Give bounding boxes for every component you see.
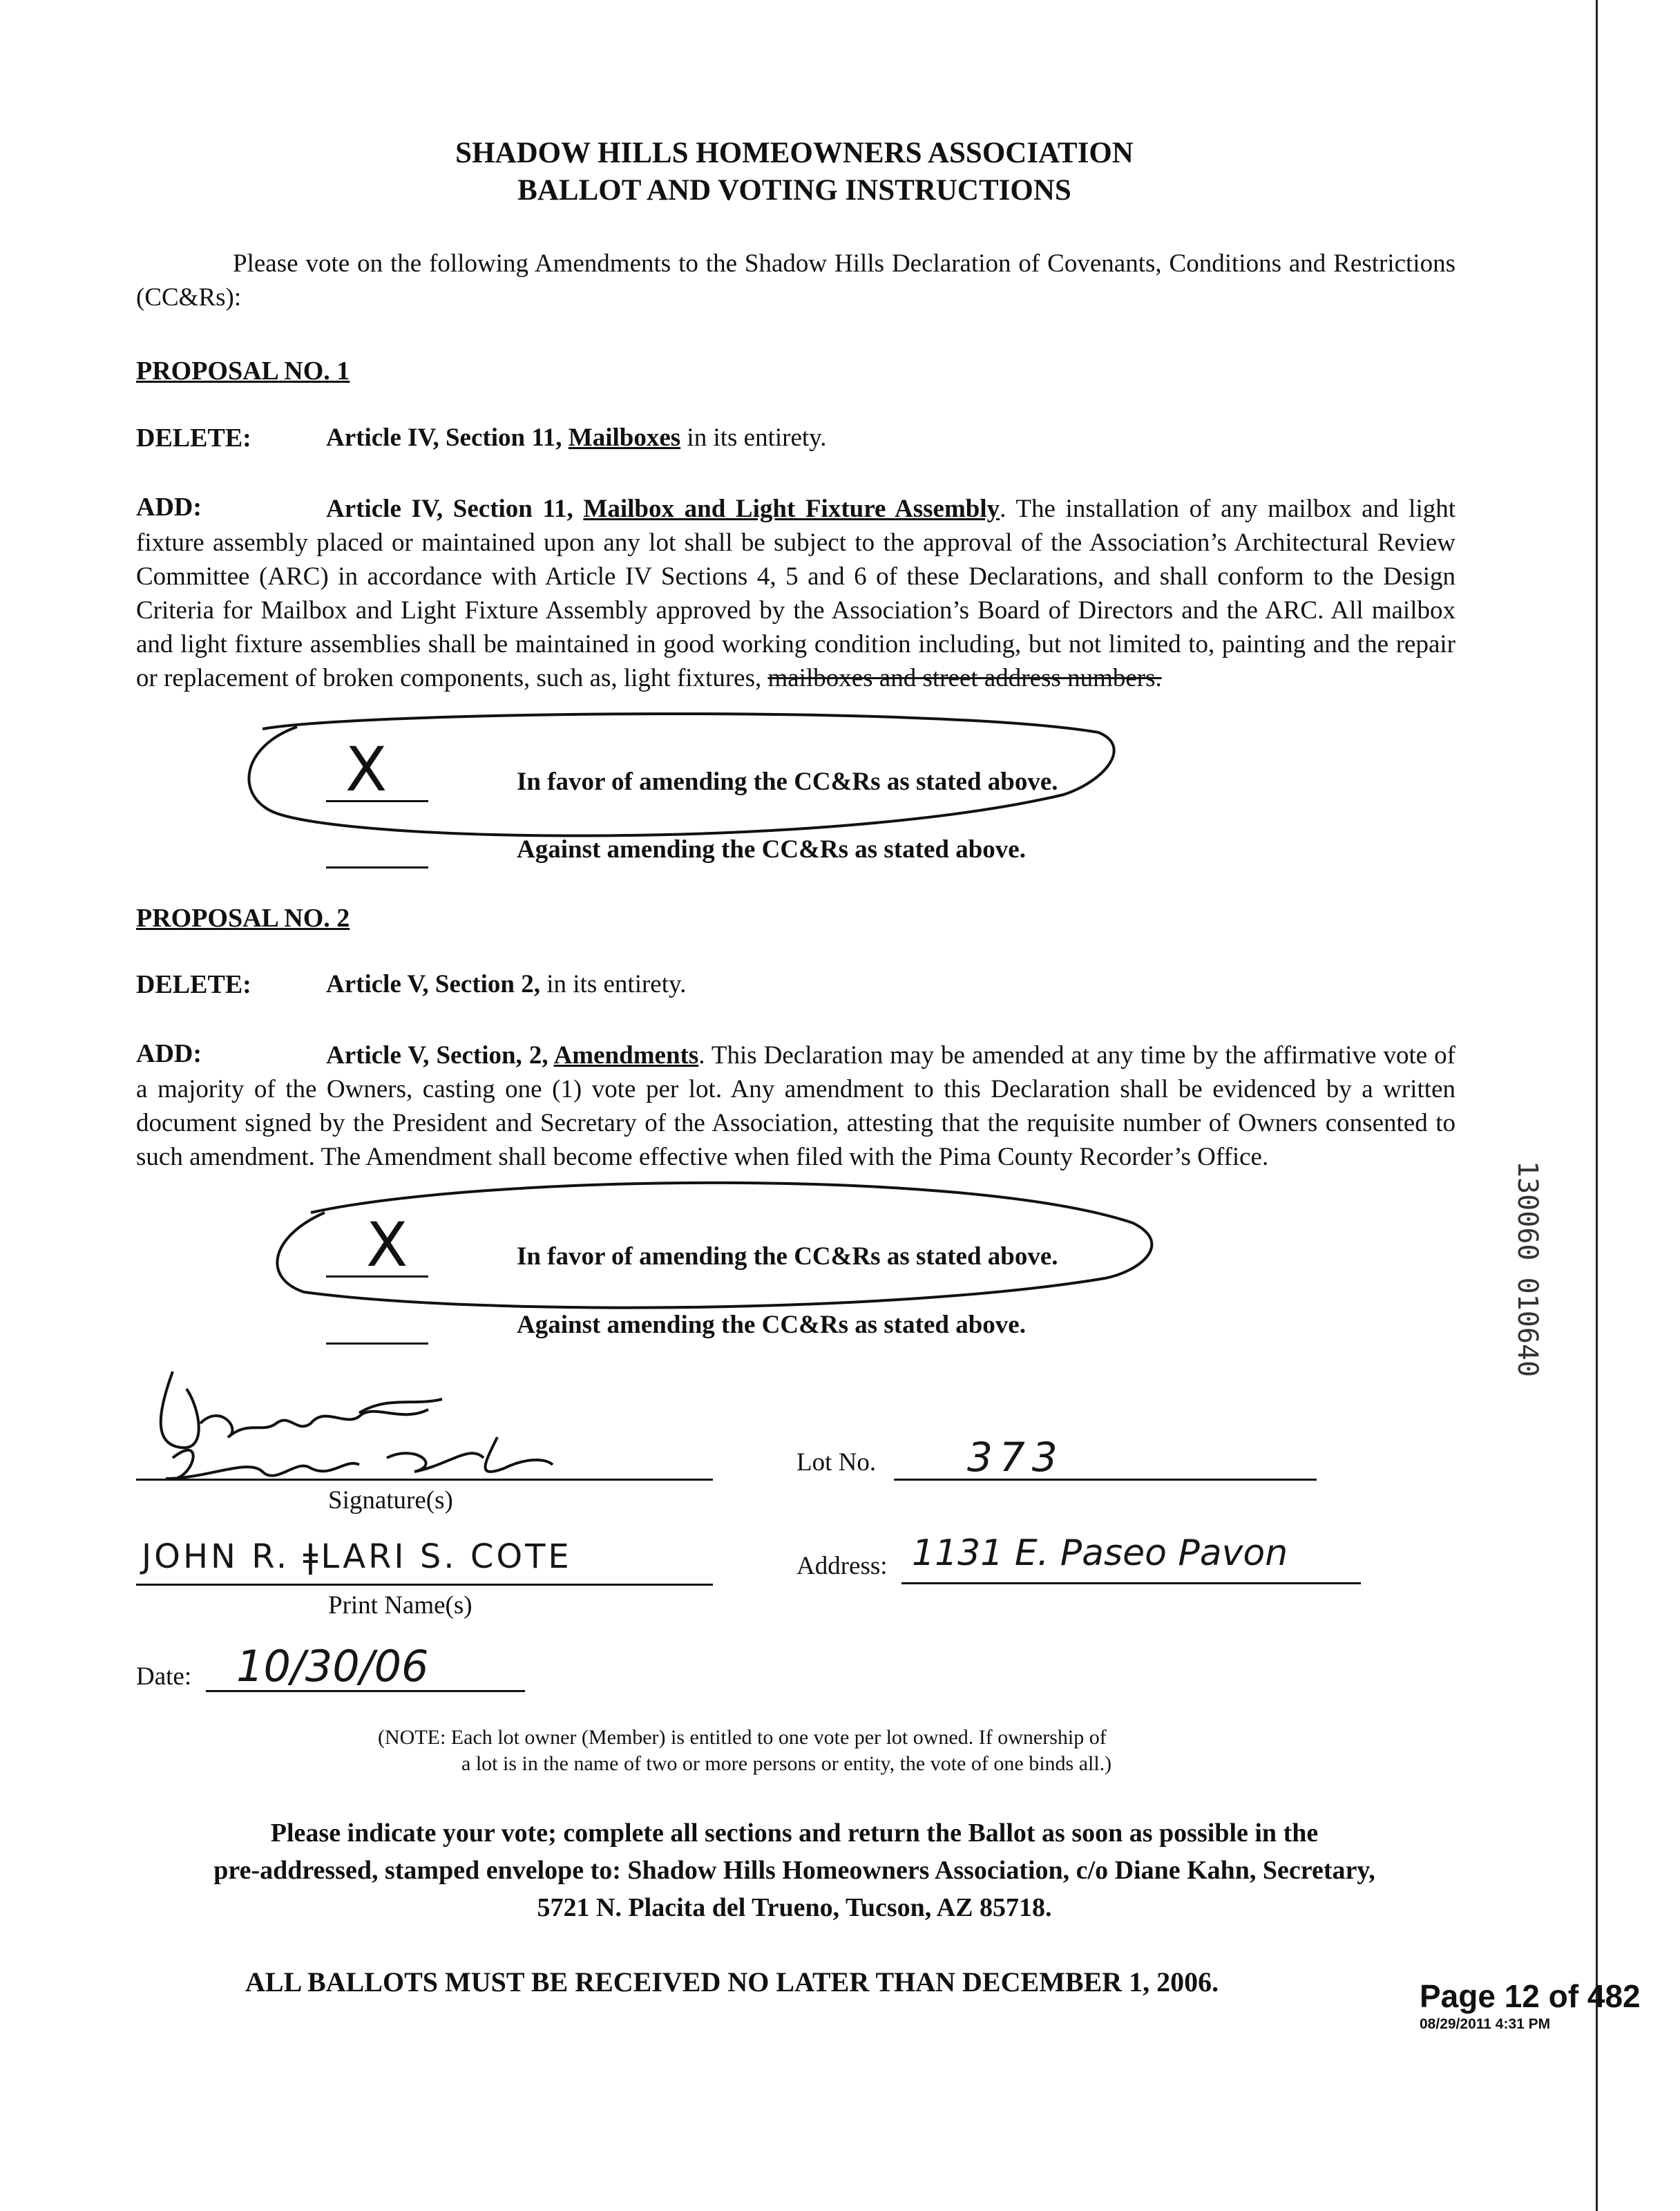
proposal-2-label: PROPOSAL NO. 2 xyxy=(136,904,350,933)
margin-rule xyxy=(1596,0,1598,2211)
lot-number-label: Lot No. xyxy=(796,1448,877,1477)
proposal-2-against-blank[interactable] xyxy=(326,1342,428,1345)
document-title-line2: BALLOT AND VOTING INSTRUCTIONS xyxy=(517,174,1071,207)
note-line-2: a lot is in the name of two or more persons or entity, the vote of one binds all.) xyxy=(461,1752,1112,1775)
signature-line[interactable] xyxy=(136,1479,713,1481)
proposal-2-favor-text: In favor of amending the CC&Rs as stated above. xyxy=(517,1242,1058,1271)
note-line-1: (NOTE: Each lot owner (Member) is entitled to one vote per lot owned. If ownership of xyxy=(378,1726,1107,1749)
proposal-1-delete-label: DELETE: xyxy=(136,424,251,453)
date-label: Date: xyxy=(136,1662,192,1691)
address-line[interactable] xyxy=(901,1582,1361,1584)
signature-caption: Signature(s) xyxy=(328,1486,453,1515)
document-title-line1: SHADOW HILLS HOMEOWNERS ASSOCIATION xyxy=(455,137,1134,169)
proposal-2-add-label: ADD: xyxy=(136,1039,202,1068)
proposal-1-favor-mark: X xyxy=(345,734,388,805)
proposal-1-against-blank[interactable] xyxy=(326,866,428,869)
proposal-1-label: PROPOSAL NO. 1 xyxy=(136,357,350,386)
proposal-1-add-label: ADD: xyxy=(136,493,202,522)
address-label: Address: xyxy=(796,1552,888,1580)
intro-paragraph: Please vote on the following Amendments to the Shadow Hills Declaration of Covenants, Conditions and Restrictions (CC&Rs): xyxy=(136,249,1455,312)
proposal-2-delete-text: Article V, Section 2, in its entirety. xyxy=(326,970,687,998)
proposal-2-delete-label: DELETE: xyxy=(136,970,251,999)
proposal-2-favor-mark: X xyxy=(366,1209,408,1280)
print-name-caption: Print Name(s) xyxy=(328,1591,472,1620)
lot-number-value: 373 xyxy=(967,1434,1065,1481)
print-name-value: JOHN R. ǂLARI S. COTE xyxy=(142,1537,572,1576)
address-value: 1131 E. Paseo Pavon xyxy=(912,1532,1288,1574)
lot-number-line[interactable] xyxy=(894,1479,1317,1481)
instructions-line-1: Please indicate your vote; complete all sections and return the Ballot as soon as possible in the xyxy=(270,1819,1319,1848)
page-number: Page 12 of 482 xyxy=(1420,1978,1641,2014)
instructions-line-3: 5721 N. Placita del Trueno, Tucson, AZ 85718. xyxy=(537,1893,1052,1922)
instructions-line-2: pre-addressed, stamped envelope to: Shadow Hills Homeowners Association, c/o Diane Kahn, Secretary, xyxy=(213,1856,1375,1885)
proposal-1-add-text: Article IV, Section 11, Mailbox and Light Fixture Assembly. The installation of any mailbox and light fixture assembly placed or maintained upon any lot shall be subject to the approval of the Association’s Architectural Review Committee (ARC) in accordance with Article IV Sections 4, 5 and 6 of these Declarations, and shall conform to the Design Criteria for Mailbox and Light Fixture Assembly approved by the Association’s Board of Directors and the ARC. All mailbox and light fixture assemblies shall be maintained in good working condition including, but not limited to, painting and the repair or replacement of broken components, such as, light fixtures, mailboxes and street address numbers. xyxy=(136,495,1456,692)
page-timestamp: 08/29/2011 4:31 PM xyxy=(1420,2016,1551,2032)
date-value: 10/30/06 xyxy=(236,1641,429,1691)
date-line[interactable] xyxy=(206,1690,525,1692)
proposal-1-delete-text: Article IV, Section 11, Mailboxes in its entirety. xyxy=(326,424,827,452)
deadline-notice: ALL BALLOTS MUST BE RECEIVED NO LATER THAN DECEMBER 1, 2006. xyxy=(245,1966,1219,1998)
print-name-line[interactable] xyxy=(136,1584,713,1586)
proposal-1-against-text: Against amending the CC&Rs as stated above. xyxy=(517,835,1026,864)
proposal-1-favor-text: In favor of amending the CC&Rs as stated above. xyxy=(517,768,1058,796)
side-stamp-number: 130060 010640 xyxy=(1511,1161,1543,1378)
proposal-2-add-text: Article V, Section, 2, Amendments. This Declaration may be amended at any time by the affirmative vote of a majority of the Owners, casting one (1) vote per lot. Any amendment to this Declaration shall be evidenced by a written document signed by the President and Secretary of the Association, attesting that the requisite number of Owners consented to such amendment. The Amendment shall become effective when filed with the Pima County Recorder’s Office. xyxy=(136,1041,1455,1171)
proposal-2-against-text: Against amending the CC&Rs as stated above. xyxy=(517,1311,1026,1339)
